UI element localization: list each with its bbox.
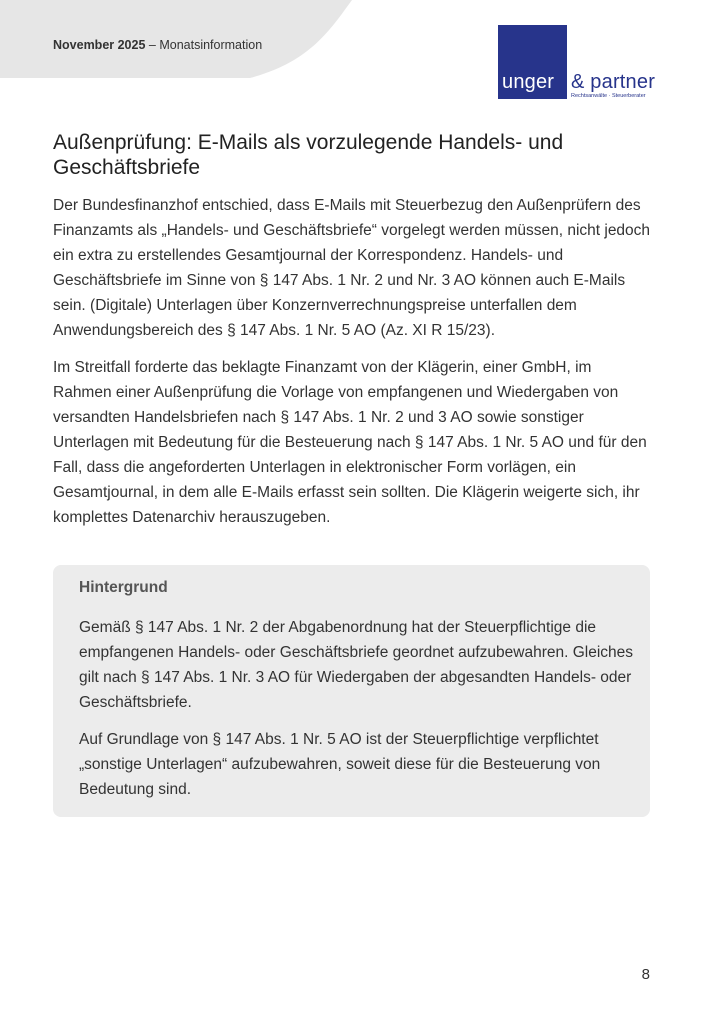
- company-logo: [498, 25, 658, 103]
- header-subtitle: Monatsinformation: [159, 38, 263, 52]
- page-number: 8: [641, 966, 650, 983]
- article-paragraph-2: Im Streitfall forderte das beklagte Finanzamt von der Klägerin, einer GmbH, im Rahmen einer Außenprüfung die Vorlage von empfangenen und Wiedergaben von versandten Handelsbriefen nach § 147 Abs. 1 Nr. 2 und 3 AO sowie sonstiger Unterlagen mit Bedeutung für die Besteuerung nach § 147 Abs. 1 Nr. 5 AO und für den Fall, dass die angeforderten Unterlagen in elektronischer Form vorlägen, ein Gesamtjournal, in dem alle E-Mails erfasst sein sollten. Die Klägerin weigerte sich, ihr komplettes Datenarchiv herauszugeben.: [53, 359, 647, 526]
- logo-tagline: Rechtsanwälte · Steuerberater: [571, 93, 646, 99]
- header-date-line: [53, 38, 262, 52]
- background-paragraph-1: Gemäß § 147 Abs. 1 Nr. 2 der Abgabenordnung hat der Steuerpflichtige die empfangenen Handels- oder Geschäftsbriefe geordnet aufzubewahren. Gleiches gilt nach § 147 Abs. 1 Nr. 3 AO für Wiedergaben der abgesandten Handels- oder Geschäftsbriefe.: [79, 619, 634, 711]
- logo-name-right: & partner: [571, 71, 656, 93]
- header-separator: –: [145, 38, 160, 52]
- logo-name-left: unger: [502, 71, 555, 93]
- article-title: Außenprüfung: E-Mails als vorzulegende Handels- und Geschäftsbriefe: [53, 131, 564, 179]
- background-paragraph-2: Auf Grundlage von § 147 Abs. 1 Nr. 5 AO ist der Steuerpflichtige verpflichtet „sonstige Unterlagen“ aufzubewahren, soweit diese für die Besteuerung von Bedeutung sind.: [79, 731, 601, 798]
- article-paragraph-1: Der Bundesfinanzhof entschied, dass E-Mails mit Steuerbezug den Außenprüfern des Finanzamts als „Handels- und Geschäftsbriefe“ vorgelegt werden müssen, nicht jedoch ein extra zu erstellendes Gesamtjournal der Korrespondenz. Handels- und Geschäftsbriefe im Sinne von § 147 Abs. 1 Nr. 2 und Nr. 3 AO können auch E-Mails sein. (Digitale) Unterlagen über Konzernverrechnungspreise unterfallen dem Anwendungsbereich des § 147 Abs. 1 Nr. 5 AO (Az. XI R 15/23).: [53, 197, 651, 339]
- background-box-title: Hintergrund: [79, 579, 168, 596]
- background-info-box: [53, 565, 650, 817]
- header-date: November 2025: [53, 38, 146, 52]
